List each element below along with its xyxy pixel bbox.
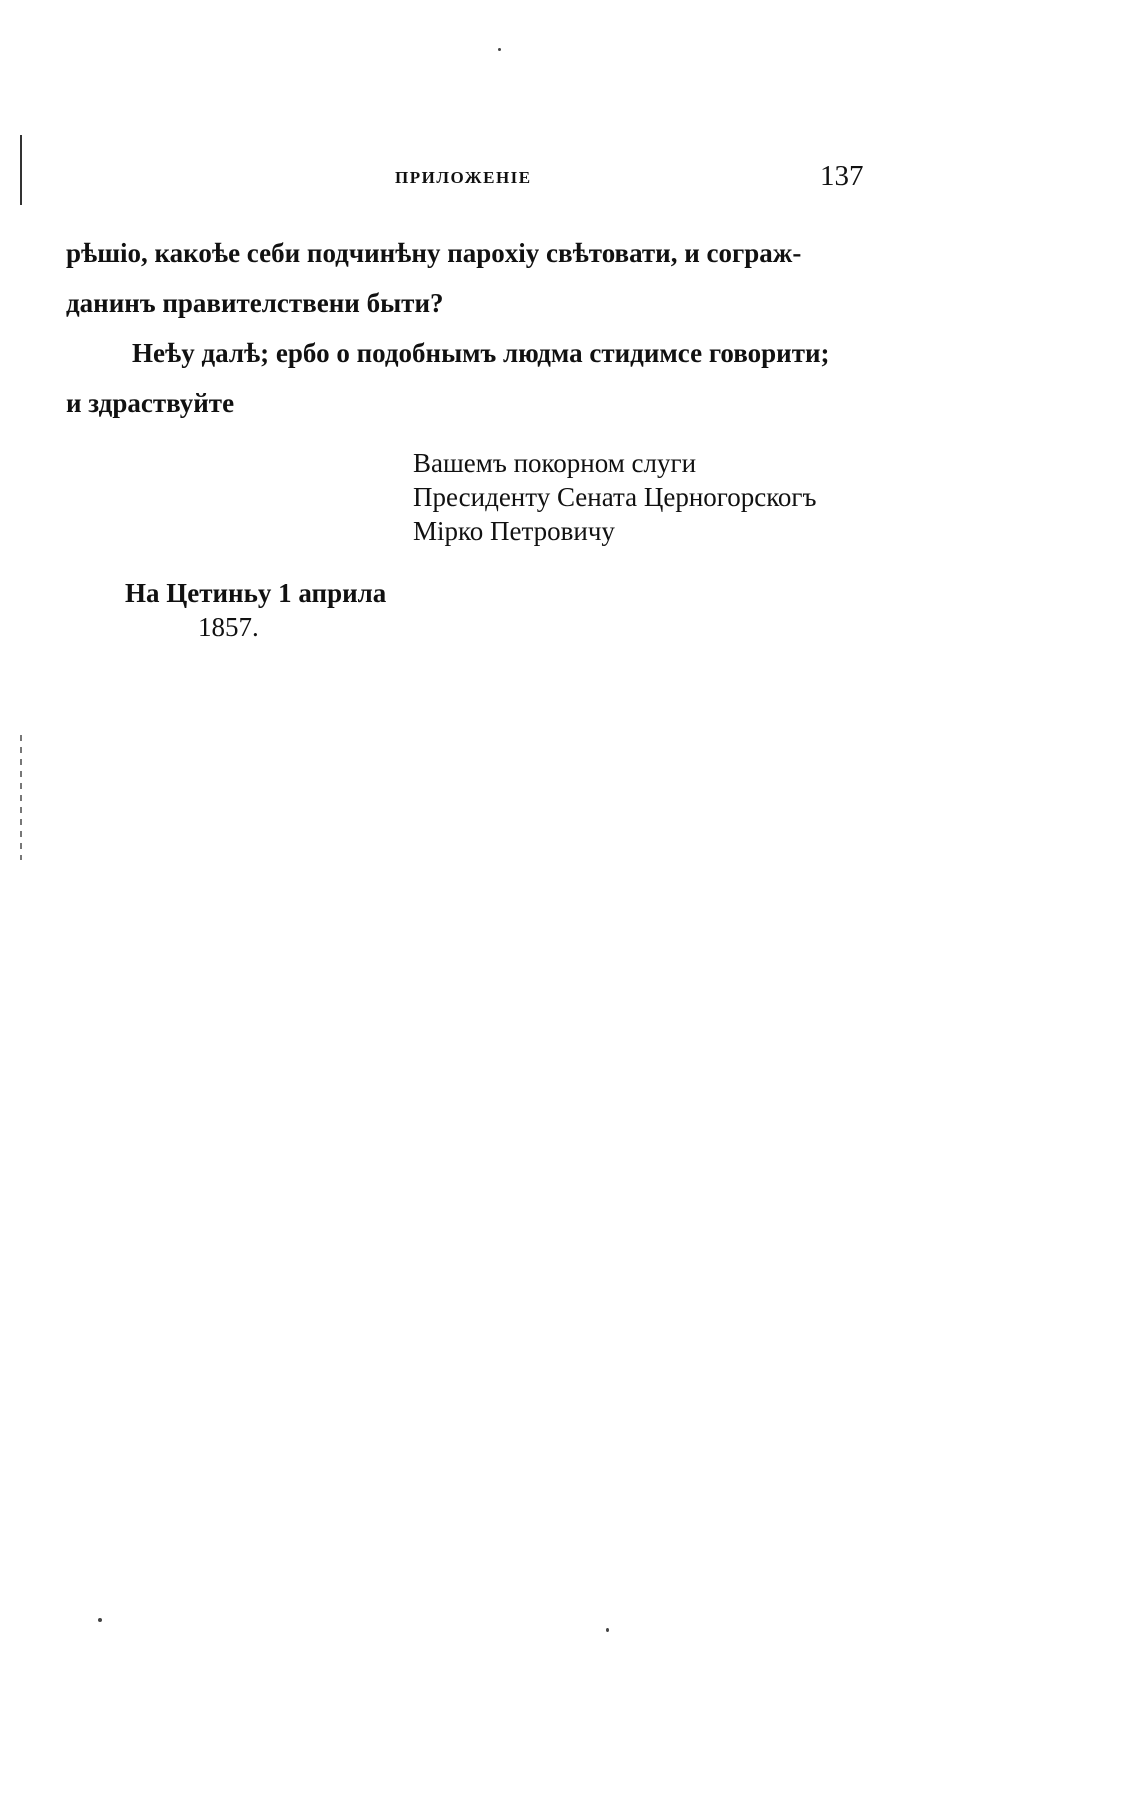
scan-edge-mark — [20, 135, 22, 205]
signature-line: Пресиденту Сената Церногорскогъ — [413, 482, 817, 512]
dateline-year: 1857. — [198, 612, 259, 642]
body-text-line: данинъ правителствени быти? — [66, 288, 444, 318]
signature-line: Mipко Петровичу — [413, 516, 615, 546]
body-text-line: рѣшіо, какоѣе себи подчинѣну пароxiу свѣтовати, и сограж- — [66, 238, 802, 268]
signature-line: Вашемъ покорном слуги — [413, 448, 697, 478]
scan-speck — [606, 1628, 609, 1632]
scan-edge-mark — [20, 735, 22, 860]
body-text-line: Неѣу далѣ; ербо о подобнымъ людма стидимсе говорити; — [132, 338, 830, 368]
scan-speck — [98, 1618, 102, 1622]
dateline-place-date: На Цетиньу 1 априла — [125, 578, 387, 608]
body-text-line: и здраствуйте — [66, 388, 235, 418]
scan-speck — [498, 48, 501, 51]
running-title: ПРИЛОЖЕНІЕ — [395, 168, 532, 187]
page-number: 137 — [820, 160, 864, 192]
